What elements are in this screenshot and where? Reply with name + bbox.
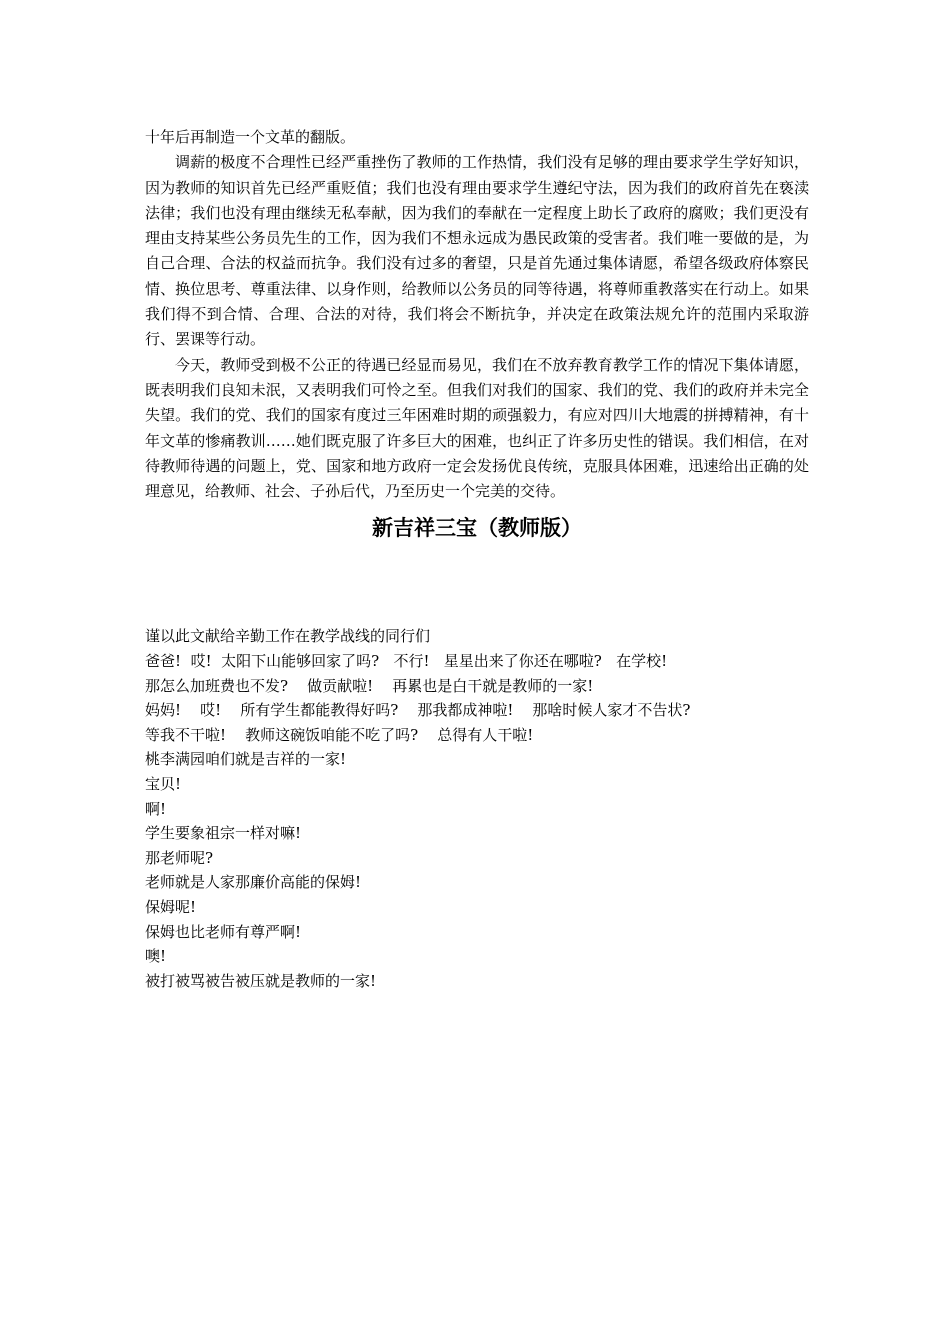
lyric-line: 等我不干啦! 教师这碗饭咱能不吃了吗? 总得有人干啦! <box>145 725 534 744</box>
lyric-line: 保姆也比老师有尊严啊! <box>145 922 302 941</box>
lyric-line: 妈妈! 哎! 所有学生都能教得好吗? 那我都成神啦! 那啥时候人家才不告状? <box>145 701 691 720</box>
article-paragraph-continuation: 十年后再制造一个文革的翻版。 <box>145 128 356 146</box>
lyric-line: 宝贝! <box>145 775 182 794</box>
lyric-line: 爸爸! 哎! 太阳下山能够回家了吗? 不行! 星星出来了你还在哪啦? 在学校! <box>145 652 668 671</box>
lyric-line: 啊! <box>145 799 167 818</box>
lyric-line: 学生要象祖宗一样对嘛! <box>145 824 302 843</box>
song-lyrics <box>145 649 809 993</box>
lyric-line: 被打被骂被告被压就是教师的一家! <box>145 971 377 990</box>
lyric-line: 桃李满园咱们就是吉祥的一家! <box>145 750 347 769</box>
lyric-line: 那怎么加班费也不发? 做贡献啦! 再累也是白干就是教师的一家! <box>145 676 594 695</box>
lyric-line: 保姆呢! <box>145 897 197 916</box>
song-dedication: 谨以此文献给辛勤工作在教学战线的同行们 <box>145 627 431 646</box>
song-title: 新吉祥三宝（教师版） <box>372 516 582 541</box>
lyric-line: 老师就是人家那廉价高能的保姆! <box>145 873 362 892</box>
lyric-line: 噢! <box>145 947 167 966</box>
lyric-line: 那老师呢? <box>145 848 214 867</box>
document-page <box>145 125 809 993</box>
article-paragraph-today: 今天，教师受到极不公正的待遇已经显而易见，我们在不放弃教育教学工作的情况下集体请愿，既表明我们良知未泯，又表明我们可怜之至。但我们对我们的国家、我们的党、我们的政府并未完全失望。我们的党、我们的国家有度过三年困难时期的顽强毅力，有应对四川大地震的拼搏精神，有十年文革的惨痛教训……她们既克服了许多巨大的困难，也纠正了许多历史性的错误。我们相信，在对待教师待遇的问题上，党、国家和地方政府一定会发扬优良传统，克服具体困难，迅速给出正确的处理意见，给教师、社会、子孙后代，乃至历史一个完美的交待。 <box>145 355 809 501</box>
article-paragraph-salary: 调薪的极度不合理性已经严重挫伤了教师的工作热情，我们没有足够的理由要求学生学好知识，因为教师的知识首先已经严重贬值；我们也没有理由要求学生遵纪守法，因为我们的政府首先在亵渎法律；我们也没有理由继续无私奉献，因为我们的奉献在一定程度上助长了政府的腐败；我们更没有理由支持某些公务员先生的工作，因为我们不想永远成为愚民政策的受害者。我们唯一要做的是，为自己合理、合法的权益而抗争。我们没有过多的奢望，只是首先通过集体请愿，希望各级政府体察民情、换位思考、尊重法律、以身作则，给教师以公务员的同等待遇，将尊师重教落实在行动上。如果我们得不到合情、合理、合法的对待，我们将会不断抗争，并决定在政策法规允许的范围内采取游行、罢课等行动。 <box>145 153 809 349</box>
